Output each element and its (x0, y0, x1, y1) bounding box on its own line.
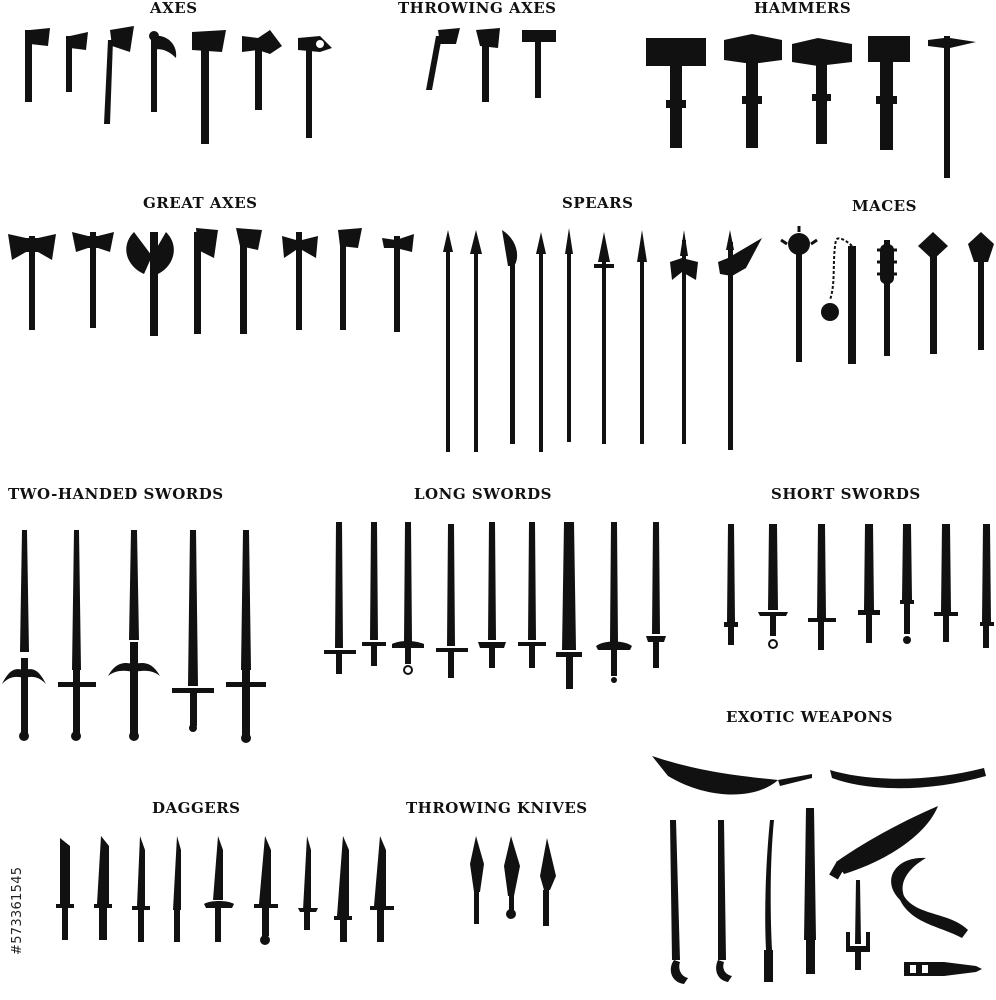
war-hammer-icon (792, 38, 852, 144)
dagger-icon (298, 836, 318, 930)
exotic-weapon-icon (652, 756, 812, 795)
stock-image-id: #573361545 (10, 866, 25, 955)
short-sword-icon (980, 524, 994, 648)
title-axes: AXES (150, 0, 198, 17)
dagger-icon (94, 836, 112, 940)
axe-icon (66, 32, 88, 92)
long-sword-icon (596, 522, 632, 683)
short-sword-icon (724, 524, 738, 645)
title-long-swords: LONG SWORDS (414, 485, 552, 503)
spear-icon (670, 230, 698, 444)
dagger-icon (204, 836, 234, 942)
dagger-icon (254, 836, 278, 945)
throwing-axe-icon (476, 28, 500, 102)
war-hammer-icon (724, 34, 782, 148)
spear-icon (443, 230, 453, 452)
title-two-handed-swords: TWO-HANDED SWORDS (8, 485, 224, 503)
throwing-axe-icon (426, 28, 460, 90)
two-handed-sword-icon (226, 530, 266, 743)
axe-icon (149, 31, 176, 112)
mace-icon (877, 240, 897, 356)
long-sword-icon (646, 522, 666, 668)
dagger-icon (56, 838, 74, 940)
short-sword-icon (758, 524, 788, 648)
title-great-axes: GREAT AXES (143, 194, 258, 212)
title-daggers: DAGGERS (152, 799, 241, 817)
axe-icon (242, 30, 282, 110)
two-handed-sword-icon (58, 530, 96, 741)
dagger-icon (173, 836, 181, 942)
mace-icon (781, 226, 817, 362)
war-hammer-icon (868, 36, 910, 150)
war-hammer-icon (646, 38, 706, 148)
throwing-knife-icon (470, 836, 484, 924)
long-sword-icon (362, 522, 386, 666)
short-sword-icon (934, 524, 958, 642)
exotic-weapon-icon (846, 880, 870, 970)
title-spears: SPEARS (562, 194, 634, 212)
dagger-icon (334, 836, 352, 942)
dagger-icon (370, 836, 394, 942)
great-axe-icon (282, 232, 318, 330)
title-exotic-weapons: EXOTIC WEAPONS (726, 708, 894, 726)
title-throwing-axes: THROWING AXES (398, 0, 557, 17)
exotic-weapon-icon (829, 806, 938, 880)
great-axe-icon (72, 232, 114, 328)
long-sword-icon (478, 522, 506, 668)
long-sword-icon (556, 522, 582, 689)
axe-icon (298, 36, 332, 138)
exotic-weapon-icon (891, 858, 968, 938)
great-axe-icon (236, 228, 262, 334)
short-sword-icon (858, 524, 880, 643)
long-sword-icon (324, 522, 356, 674)
title-throwing-knives: THROWING KNIVES (406, 799, 588, 817)
title-maces: MACES (852, 197, 917, 215)
great-axe-icon (8, 234, 56, 330)
axe-icon (25, 28, 50, 102)
great-axe-icon (126, 232, 174, 336)
throwing-knife-icon (504, 836, 520, 919)
long-sword-icon (392, 522, 424, 674)
mace-icon (821, 238, 856, 364)
great-axe-icon (194, 228, 218, 334)
spear-icon (718, 230, 762, 450)
spear-icon (594, 232, 614, 444)
axe-icon (104, 26, 134, 124)
mace-icon (968, 232, 994, 350)
two-handed-sword-icon (2, 530, 46, 741)
exotic-weapon-icon (670, 820, 688, 984)
spear-icon (637, 230, 647, 444)
title-short-swords: SHORT SWORDS (771, 485, 921, 503)
short-sword-icon (900, 524, 914, 644)
long-sword-icon (518, 522, 546, 668)
mace-icon (918, 232, 948, 354)
exotic-weapon-icon (830, 768, 986, 788)
war-hammer-icon (928, 36, 976, 178)
axe-icon (192, 30, 226, 144)
great-axe-icon (338, 228, 362, 330)
exotic-weapon-icon (804, 808, 816, 974)
title-hammers: HAMMERS (754, 0, 852, 17)
two-handed-sword-icon (172, 530, 214, 732)
spear-icon (536, 232, 546, 452)
two-handed-sword-icon (108, 530, 160, 741)
exotic-weapon-icon (764, 820, 774, 982)
spear-icon (470, 230, 482, 452)
dagger-icon (132, 836, 150, 942)
exotic-weapon-icon (716, 820, 732, 982)
spear-icon (502, 230, 517, 444)
throwing-axe-icon (522, 30, 556, 98)
long-sword-icon (436, 524, 468, 678)
exotic-weapon-icon (904, 962, 982, 976)
short-sword-icon (808, 524, 836, 650)
spear-icon (565, 228, 573, 442)
great-axe-icon (382, 234, 414, 332)
throwing-knife-icon (540, 838, 556, 926)
